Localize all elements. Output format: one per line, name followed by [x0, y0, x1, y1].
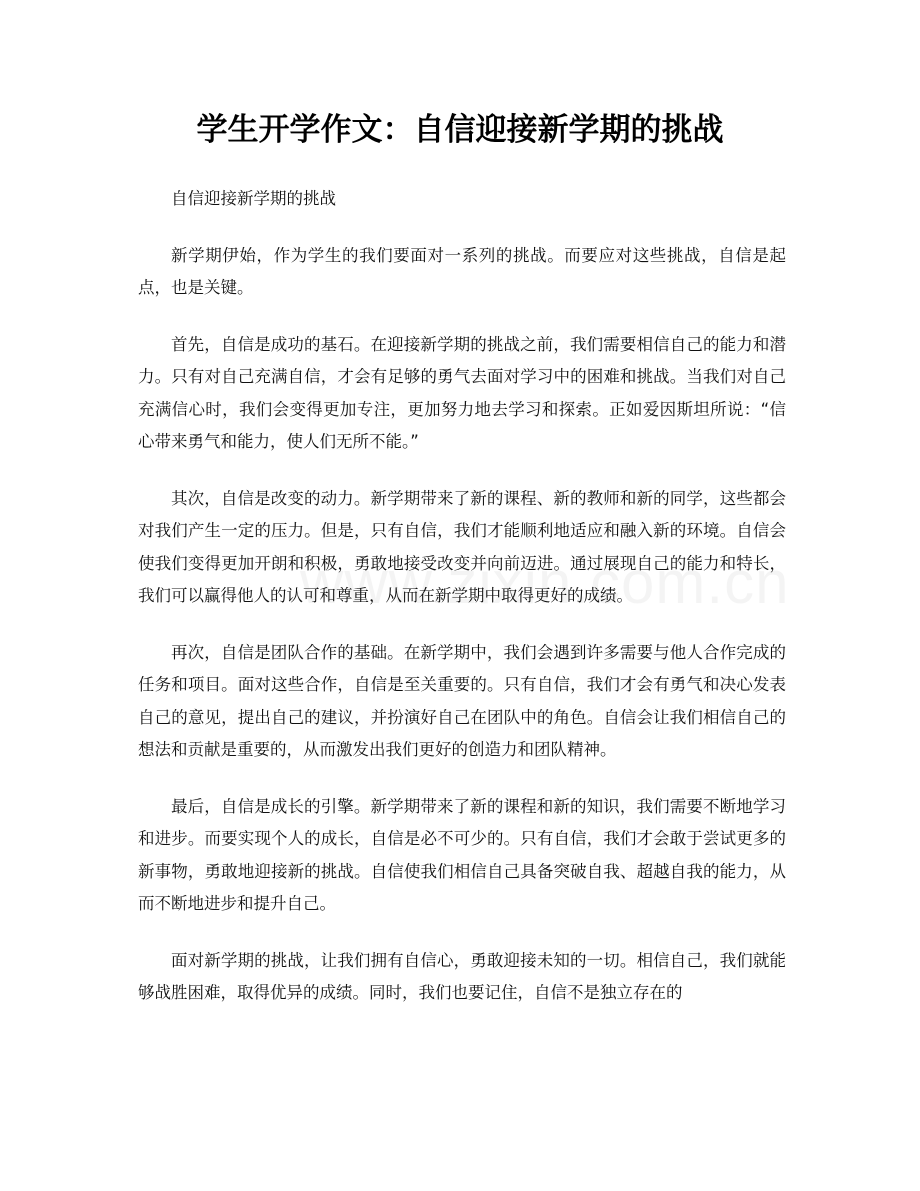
paragraph-first: 首先，自信是成功的基石。在迎接新学期的挑战之前，我们需要相信自己的能力和潜力。只有对自己充满自信，才会有足够的勇气去面对学习中的困难和挑战。当我们对自己充满信心时，我们会变得更加专注，更加努力地去学习和探索。正如爱因斯坦所说：“信心带来勇气和能力，使人们无所不能。”	[138, 334, 786, 451]
document-body	[138, 183, 786, 1034]
paragraph-subtitle: 自信迎接新学期的挑战	[171, 189, 336, 208]
paragraph-last: 最后，自信是成长的引擎。新学期带来了新的课程和新的知识，我们需要不断地学习和进步。而要实现个人的成长，自信是必不可少的。只有自信，我们才会敢于尝试更多的新事物，勇敢地迎接新的挑战。自信使我们相信自己具备突破自我、超越自我的能力，从而不断地进步和提升自己。	[138, 796, 786, 913]
paragraph-conclusion: 面对新学期的挑战，让我们拥有自信心，勇敢迎接未知的一切。相信自己，我们就能够战胜困难，取得优异的成绩。同时，我们也要记住，自信不是独立存在的	[138, 950, 786, 1002]
paragraph-second: 其次，自信是改变的动力。新学期带来了新的课程、新的教师和新的同学，这些都会对我们产生一定的压力。但是，只有自信，我们才能顺利地适应和融入新的环境。自信会使我们变得更加开朗和积极，勇敢地接受改变并向前迈进。通过展现自己的能力和特长，我们可以赢得他人的认可和尊重，从而在新学期中取得更好的成绩。	[138, 488, 786, 605]
page-title: 学生开学作文：自信迎接新学期的挑战	[196, 112, 724, 148]
paragraph-intro: 新学期伊始，作为学生的我们要面对一系列的挑战。而要应对这些挑战，自信是起点，也是关键。	[138, 245, 786, 297]
paragraph-third: 再次，自信是团队合作的基础。在新学期中，我们会遇到许多需要与他人合作完成的任务和项目。面对这些合作，自信是至关重要的。只有自信，我们才会有勇气和决心发表自己的意见，提出自己的建议，并扮演好自己在团队中的角色。自信会让我们相信自己的想法和贡献是重要的，从而激发出我们更好的创造力和团队精神。	[138, 642, 786, 759]
